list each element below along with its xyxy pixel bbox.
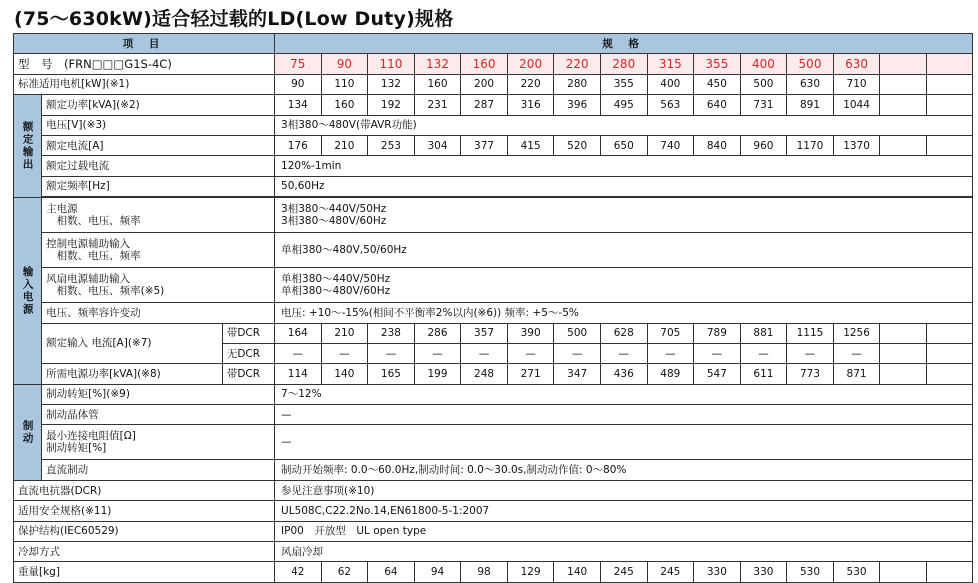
input-current-without-value: — bbox=[740, 343, 787, 363]
current-value: 840 bbox=[694, 135, 741, 155]
model-value: 110 bbox=[368, 54, 415, 74]
braking-transistor-label: 制动晶体管 bbox=[42, 405, 275, 425]
required-capacity-row bbox=[14, 364, 973, 384]
motor-value: 220 bbox=[507, 74, 554, 94]
frequency-row bbox=[14, 176, 973, 196]
min-resistance-label bbox=[42, 425, 275, 460]
current-value: 415 bbox=[507, 135, 554, 155]
weight-value: 245 bbox=[647, 562, 694, 582]
motor-value: 110 bbox=[321, 74, 368, 94]
with-dcr-label: 带DCR bbox=[222, 323, 274, 343]
motor-empty-cell bbox=[880, 74, 926, 94]
safety-value: UL508C,C22.2No.14,EN61800-5-1:2007 bbox=[275, 501, 973, 521]
capacity-row bbox=[14, 95, 973, 115]
fan-aux-value-2: 单相380～480V/60Hz bbox=[281, 285, 391, 298]
weight-value: 245 bbox=[600, 562, 647, 582]
input-current-without-empty-cell bbox=[880, 343, 926, 363]
required-capacity-empty-cell bbox=[880, 364, 926, 384]
capacity-value: 563 bbox=[647, 95, 694, 115]
input-current-without-value: — bbox=[694, 343, 741, 363]
model-value: 220 bbox=[554, 54, 601, 74]
model-value: 315 bbox=[647, 54, 694, 74]
input-current-with-value: 210 bbox=[321, 323, 368, 343]
control-aux-row bbox=[14, 233, 973, 268]
fan-aux-value bbox=[275, 268, 973, 303]
weight-value: 64 bbox=[368, 562, 415, 582]
weight-value: 140 bbox=[554, 562, 601, 582]
required-capacity-value: 114 bbox=[275, 364, 322, 384]
braking-torque-row bbox=[14, 384, 973, 404]
frequency-label: 额定频率[Hz] bbox=[42, 176, 275, 196]
current-value: 960 bbox=[740, 135, 787, 155]
input-current-with-empty-cell bbox=[926, 323, 972, 343]
model-value: 355 bbox=[694, 54, 741, 74]
model-value: 132 bbox=[414, 54, 461, 74]
required-capacity-value: 871 bbox=[833, 364, 880, 384]
weight-value: 98 bbox=[461, 562, 508, 582]
required-capacity-value: 436 bbox=[600, 364, 647, 384]
weight-value: 330 bbox=[740, 562, 787, 582]
motor-value: 90 bbox=[275, 74, 322, 94]
motor-value: 280 bbox=[554, 74, 601, 94]
current-empty-cell bbox=[926, 135, 972, 155]
weight-value: 530 bbox=[787, 562, 834, 582]
current-value: 176 bbox=[275, 135, 322, 155]
capacity-value: 396 bbox=[554, 95, 601, 115]
capacity-value: 731 bbox=[740, 95, 787, 115]
safety-label: 适用安全规格(※11) bbox=[14, 501, 275, 521]
control-aux-label-2: 相数、电压、频率 bbox=[46, 250, 141, 263]
input-current-without-value: — bbox=[461, 343, 508, 363]
motor-value: 132 bbox=[368, 74, 415, 94]
model-label: 型 号 (FRN□□□G1S-4C) bbox=[14, 54, 275, 74]
input-current-with-value: 238 bbox=[368, 323, 415, 343]
input-current-with-value: 286 bbox=[414, 323, 461, 343]
model-empty-cell bbox=[926, 54, 972, 74]
header-row bbox=[14, 34, 973, 54]
model-value: 75 bbox=[275, 54, 322, 74]
fan-aux-label-1: 风扇电源辅助输入 bbox=[46, 273, 131, 286]
current-value: 377 bbox=[461, 135, 508, 155]
required-capacity-value: 248 bbox=[461, 364, 508, 384]
main-power-value-2: 3相380～480V/60Hz bbox=[281, 215, 387, 228]
min-resistance-row bbox=[14, 425, 973, 460]
motor-row bbox=[14, 74, 973, 94]
input-current-without-value: — bbox=[368, 343, 415, 363]
required-capacity-dcr: 带DCR bbox=[222, 364, 274, 384]
weight-value: 94 bbox=[414, 562, 461, 582]
weight-empty-cell bbox=[926, 562, 972, 582]
cooling-label: 冷却方式 bbox=[14, 542, 275, 562]
safety-row bbox=[14, 501, 973, 521]
frequency-value: 50,60Hz bbox=[275, 176, 973, 196]
required-capacity-value: 547 bbox=[694, 364, 741, 384]
model-value: 630 bbox=[833, 54, 880, 74]
control-aux-label-1: 控制电源辅助输入 bbox=[46, 238, 131, 251]
required-capacity-value: 140 bbox=[321, 364, 368, 384]
required-capacity-value: 773 bbox=[787, 364, 834, 384]
current-value: 520 bbox=[554, 135, 601, 155]
input-current-with-empty-cell bbox=[880, 323, 926, 343]
input-current-with-value: 1115 bbox=[787, 323, 834, 343]
model-empty-cell bbox=[880, 54, 926, 74]
input-current-with-value: 881 bbox=[740, 323, 787, 343]
weight-value: 42 bbox=[275, 562, 322, 582]
main-power-value-1: 3相380～440V/50Hz bbox=[281, 203, 387, 216]
weight-empty-cell bbox=[880, 562, 926, 582]
capacity-label: 额定功率[kVA](※2) bbox=[42, 95, 275, 115]
input-current-without-value: — bbox=[275, 343, 322, 363]
motor-value: 630 bbox=[787, 74, 834, 94]
fan-aux-value-1: 单相380～440V/50Hz bbox=[281, 273, 391, 286]
braking-transistor-value: — bbox=[275, 405, 973, 425]
input-current-without-value: — bbox=[787, 343, 834, 363]
capacity-value: 495 bbox=[600, 95, 647, 115]
input-current-without-value: — bbox=[554, 343, 601, 363]
section-rated-output: 额定输出 bbox=[14, 95, 42, 198]
capacity-empty-cell bbox=[926, 95, 972, 115]
motor-label: 标准适用电机[kW](※1) bbox=[14, 74, 275, 94]
model-value: 400 bbox=[740, 54, 787, 74]
required-capacity-empty-cell bbox=[926, 364, 972, 384]
dcr-label: 直流电抗器(DCR) bbox=[14, 480, 275, 500]
header-item: 项 目 bbox=[14, 34, 275, 54]
motor-empty-cell bbox=[926, 74, 972, 94]
model-row bbox=[14, 54, 973, 74]
model-value: 160 bbox=[461, 54, 508, 74]
input-current-with-dcr-row bbox=[14, 323, 973, 343]
current-value: 253 bbox=[368, 135, 415, 155]
weight-value: 530 bbox=[833, 562, 880, 582]
input-current-with-value: 164 bbox=[275, 323, 322, 343]
model-value: 200 bbox=[507, 54, 554, 74]
required-capacity-value: 611 bbox=[740, 364, 787, 384]
current-row bbox=[14, 135, 973, 155]
spec-table bbox=[13, 33, 973, 583]
current-value: 1170 bbox=[787, 135, 834, 155]
main-power-label bbox=[42, 198, 275, 233]
motor-value: 160 bbox=[414, 74, 461, 94]
overload-label: 额定过载电流 bbox=[42, 156, 275, 176]
braking-transistor-row bbox=[14, 405, 973, 425]
capacity-value: 1044 bbox=[833, 95, 880, 115]
enclosure-label: 保护结构(IEC60529) bbox=[14, 521, 275, 541]
current-value: 740 bbox=[647, 135, 694, 155]
input-current-with-value: 357 bbox=[461, 323, 508, 343]
fan-aux-label-2: 相数、电压、频率(※5) bbox=[46, 285, 165, 298]
min-resistance-label-2: 制动转矩[%] bbox=[46, 442, 107, 455]
without-dcr-label: 无DCR bbox=[222, 343, 274, 363]
fan-aux-label bbox=[42, 268, 275, 303]
capacity-empty-cell bbox=[880, 95, 926, 115]
braking-torque-label: 制动转矩[%](※9) bbox=[42, 384, 275, 404]
required-capacity-value: 271 bbox=[507, 364, 554, 384]
dc-braking-value: 制动开始频率: 0.0～60.0Hz,制动时间: 0.0～30.0s,制动动作值: 0～80% bbox=[275, 460, 973, 480]
weight-row bbox=[14, 562, 973, 582]
input-current-without-value: — bbox=[507, 343, 554, 363]
capacity-value: 316 bbox=[507, 95, 554, 115]
motor-value: 710 bbox=[833, 74, 880, 94]
dc-braking-label: 直流制动 bbox=[42, 460, 275, 480]
enclosure-row bbox=[14, 521, 973, 541]
required-capacity-value: 199 bbox=[414, 364, 461, 384]
dcr-value: 参见注意事项(※10) bbox=[275, 480, 973, 500]
main-power-value bbox=[275, 198, 973, 233]
input-current-label: 额定输入 电流[A](※7) bbox=[42, 323, 223, 364]
capacity-value: 231 bbox=[414, 95, 461, 115]
voltage-value: 3相380～480V(带AVR功能) bbox=[275, 115, 973, 135]
capacity-value: 287 bbox=[461, 95, 508, 115]
enclosure-value: IP00 开放型 UL open type bbox=[275, 521, 973, 541]
input-current-without-value: — bbox=[414, 343, 461, 363]
model-value: 280 bbox=[600, 54, 647, 74]
capacity-value: 891 bbox=[787, 95, 834, 115]
voltage-label: 电压[V](※3) bbox=[42, 115, 275, 135]
weight-value: 62 bbox=[321, 562, 368, 582]
section-braking: 制动 bbox=[14, 384, 42, 480]
min-resistance-value: — bbox=[275, 425, 973, 460]
overload-row bbox=[14, 156, 973, 176]
required-capacity-value: 347 bbox=[554, 364, 601, 384]
motor-value: 200 bbox=[461, 74, 508, 94]
variation-label: 电压、频率容许变动 bbox=[42, 303, 275, 323]
input-current-with-value: 789 bbox=[694, 323, 741, 343]
control-aux-value: 单相380～480V,50/60Hz bbox=[275, 233, 973, 268]
input-current-with-value: 390 bbox=[507, 323, 554, 343]
variation-row bbox=[14, 303, 973, 323]
current-label: 额定电流[A] bbox=[42, 135, 275, 155]
input-current-with-value: 628 bbox=[600, 323, 647, 343]
capacity-value: 134 bbox=[275, 95, 322, 115]
min-resistance-label-1: 最小连接电阻值[Ω] bbox=[46, 430, 136, 443]
header-spec: 规 格 bbox=[275, 34, 973, 54]
input-current-without-value: — bbox=[833, 343, 880, 363]
fan-aux-row bbox=[14, 268, 973, 303]
cooling-row bbox=[14, 542, 973, 562]
main-power-label-1: 主电源 bbox=[46, 203, 78, 216]
motor-value: 500 bbox=[740, 74, 787, 94]
input-current-with-value: 705 bbox=[647, 323, 694, 343]
main-power-row bbox=[14, 198, 973, 233]
required-capacity-label: 所需电源功率[kVA](※8) bbox=[42, 364, 223, 384]
input-current-with-value: 500 bbox=[554, 323, 601, 343]
voltage-row bbox=[14, 115, 973, 135]
current-empty-cell bbox=[880, 135, 926, 155]
current-value: 650 bbox=[600, 135, 647, 155]
input-current-without-empty-cell bbox=[926, 343, 972, 363]
section-input-power: 输入电源 bbox=[14, 198, 42, 385]
dcr-row bbox=[14, 480, 973, 500]
variation-value: 电压: +10～-15%(相间不平衡率2%以内(※6)) 频率: +5～-5% bbox=[275, 303, 973, 323]
current-value: 1370 bbox=[833, 135, 880, 155]
braking-torque-value: 7～12% bbox=[275, 384, 973, 404]
cooling-value: 风扇冷却 bbox=[275, 542, 973, 562]
capacity-value: 160 bbox=[321, 95, 368, 115]
main-power-label-2: 相数、电压、频率 bbox=[46, 215, 141, 228]
input-current-with-value: 1256 bbox=[833, 323, 880, 343]
model-value: 500 bbox=[787, 54, 834, 74]
input-current-without-value: — bbox=[321, 343, 368, 363]
required-capacity-value: 165 bbox=[368, 364, 415, 384]
weight-label: 重量[kg] bbox=[14, 562, 275, 582]
weight-value: 129 bbox=[507, 562, 554, 582]
control-aux-label bbox=[42, 233, 275, 268]
model-value: 90 bbox=[321, 54, 368, 74]
motor-value: 450 bbox=[694, 74, 741, 94]
capacity-value: 640 bbox=[694, 95, 741, 115]
motor-value: 400 bbox=[647, 74, 694, 94]
input-current-without-value: — bbox=[647, 343, 694, 363]
page-title: (75～630kW)适合轻过载的LD(Low Duty)规格 bbox=[14, 8, 454, 30]
current-value: 304 bbox=[414, 135, 461, 155]
weight-value: 330 bbox=[694, 562, 741, 582]
current-value: 210 bbox=[321, 135, 368, 155]
motor-value: 355 bbox=[600, 74, 647, 94]
capacity-value: 192 bbox=[368, 95, 415, 115]
input-current-without-value: — bbox=[600, 343, 647, 363]
dc-braking-row bbox=[14, 460, 973, 480]
required-capacity-value: 489 bbox=[647, 364, 694, 384]
overload-value: 120%-1min bbox=[275, 156, 973, 176]
